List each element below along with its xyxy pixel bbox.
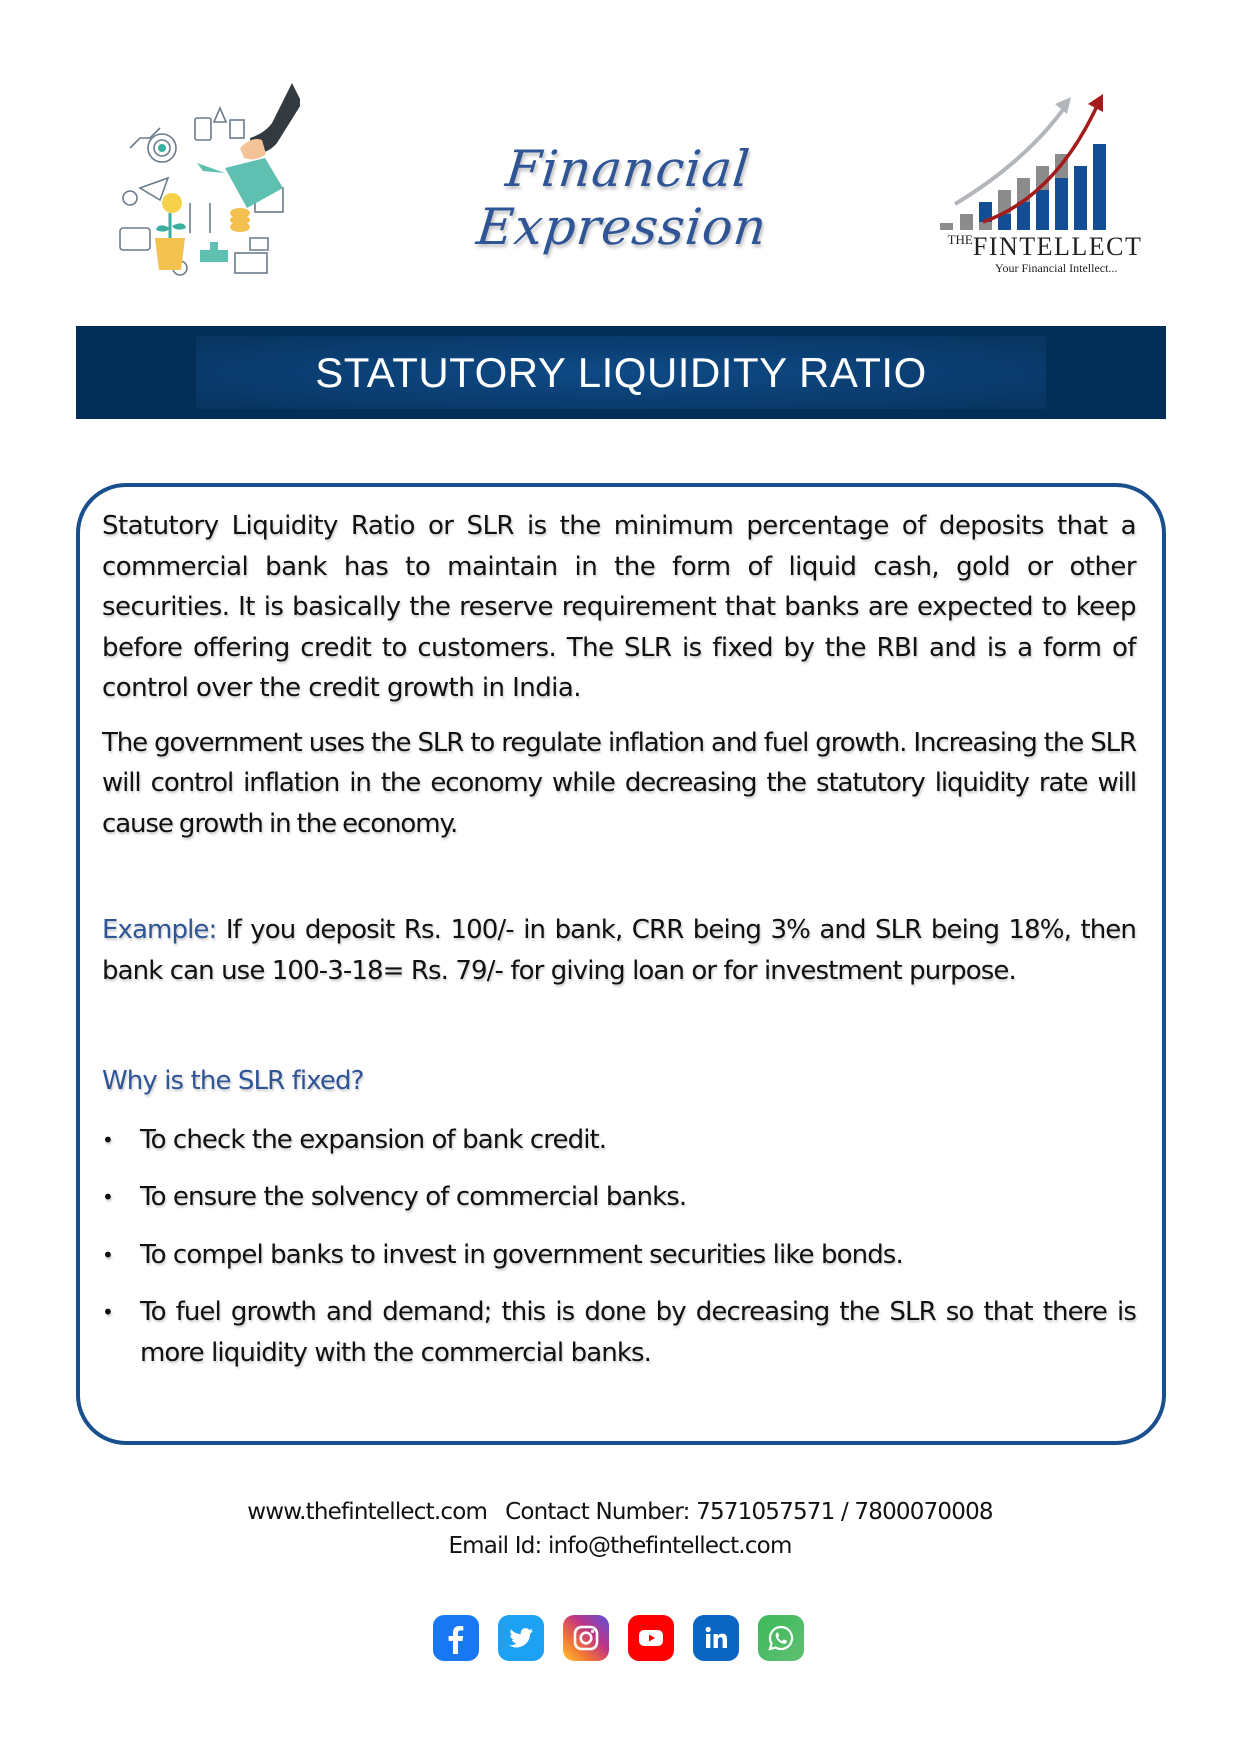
list-item xyxy=(102,1120,1136,1161)
logo-wordmark xyxy=(940,232,1150,262)
footer-contact-line xyxy=(0,1499,1240,1525)
linkedin-icon[interactable] xyxy=(693,1615,739,1661)
brand-title: Financial Expression xyxy=(473,140,770,256)
list-item xyxy=(102,1177,1136,1218)
example-text: If you deposit Rs. 100/- in bank, CRR being 3% and SLR being 18%, then bank can use 100-3-18= Rs. 79/- for giving loan or for investment purpose. xyxy=(102,915,1136,986)
bullet-icon: • xyxy=(102,1127,113,1152)
paragraph-definition: Statutory Liquidity Ratio or SLR is the minimum percentage of deposits that a commercial bank has to maintain in the form of liquid cash, gold or other securities. It is basically the reserve requirement that banks are expected to keep before offering credit to customers. The SLR is fixed by the RBI and is a form of control over the credit growth in India. xyxy=(102,511,1136,703)
page-title: STATUTORY LIQUIDITY RATIO xyxy=(315,348,927,396)
paragraph-government-use: The government uses the SLR to regulate inflation and fuel growth. Increasing the SLR will control inflation in the economy while decreasing the statutory liquidity rate will cause growth in the economy. xyxy=(102,727,1136,839)
logo-tagline: Your Financial Intellect... xyxy=(995,261,1118,275)
example-label: Example: xyxy=(102,915,217,945)
social-links xyxy=(433,1615,804,1661)
bullet-icon: • xyxy=(102,1300,113,1324)
whatsapp-icon[interactable] xyxy=(758,1615,804,1661)
instagram-icon[interactable] xyxy=(563,1615,609,1661)
list-item-text: To ensure the solvency of commercial banks. xyxy=(140,1182,687,1212)
list-item-text: To check the expansion of bank credit. xyxy=(140,1124,607,1155)
twitter-icon[interactable] xyxy=(498,1615,544,1661)
facebook-icon[interactable] xyxy=(433,1615,479,1661)
business-growth-illustration-icon xyxy=(100,78,300,283)
logo-name: FINTELLECT xyxy=(972,232,1143,261)
footer-email-line xyxy=(0,1533,1240,1559)
contact-number: Contact Number: 7571057571 / 7800070008 xyxy=(505,1499,993,1525)
email-link[interactable]: Email Id: info@thefintellect.com xyxy=(448,1533,792,1559)
list-item-text: To fuel growth and demand; this is done by decreasing the SLR so that there is more liquidity with the commercial banks. xyxy=(140,1297,1136,1368)
logo-the: THE xyxy=(947,232,973,247)
website-link[interactable]: www.thefintellect.com xyxy=(247,1499,488,1525)
example-paragraph xyxy=(102,910,1136,991)
bullet-icon: • xyxy=(102,1185,113,1209)
list-item-text: To compel banks to invest in government securities like bonds. xyxy=(140,1239,903,1270)
youtube-icon[interactable] xyxy=(628,1615,674,1661)
why-heading: Why is the SLR fixed? xyxy=(102,1066,364,1096)
list-item xyxy=(102,1235,1136,1276)
title-banner xyxy=(76,326,1166,419)
bullet-icon: • xyxy=(102,1242,113,1267)
list-item xyxy=(102,1292,1136,1373)
reasons-list xyxy=(102,1120,1136,1374)
article-body xyxy=(102,506,1136,1390)
